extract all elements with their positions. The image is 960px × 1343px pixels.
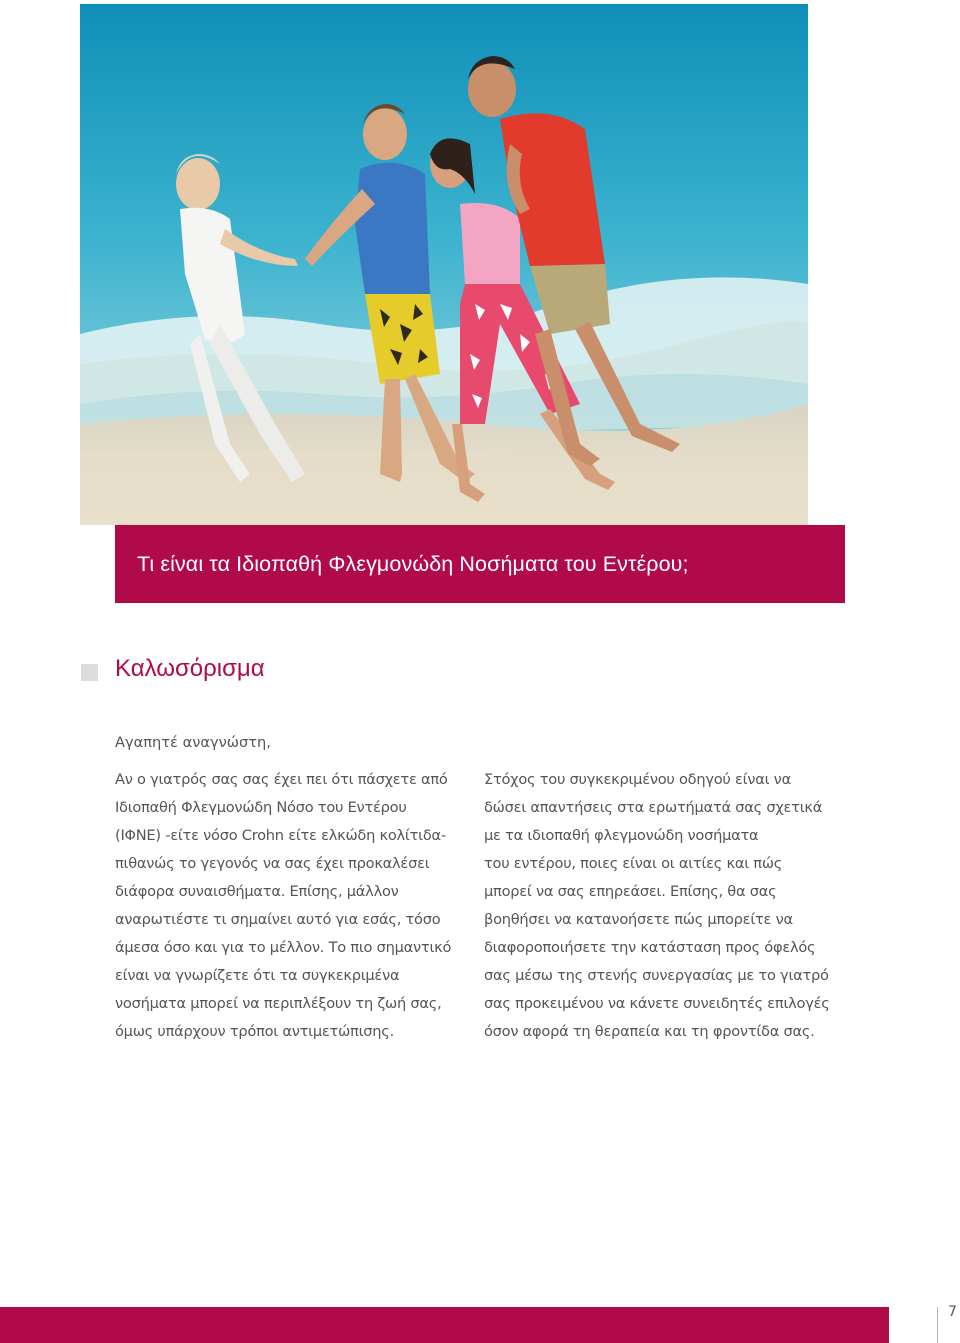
body-line: δώσει απαντήσεις στα ερωτήματά σας σχετικά (484, 799, 823, 816)
body-line: αναρωτιέστε τι σημαίνει αυτό για εσάς, τόσο (115, 911, 441, 928)
page-number: 7 (948, 1304, 957, 1320)
body-line: είναι να γνωρίζετε ότι τα συγκεκριμένα (115, 967, 400, 984)
body-line: διάφορα συναισθήματα. Επίσης, μάλλον (115, 883, 399, 900)
beach-illustration (80, 4, 808, 525)
greeting-text: Αγαπητέ αναγνώστη, (115, 734, 271, 751)
body-line: νοσήματα μπορεί να περιπλέξουν τη ζωή σας, (115, 995, 442, 1012)
body-line: όμως υπάρχουν τρόποι αντιμετώπισης. (115, 1023, 394, 1040)
body-line: όσον αφορά τη θεραπεία και τη φροντίδα σας. (484, 1023, 815, 1040)
body-line: με τα ιδιοπαθή φλεγμονώδη νοσήματα (484, 827, 759, 844)
body-line: διαφοροποιήσετε την κατάσταση προς όφελός (484, 939, 816, 956)
body-line: βοηθήσει να κατανοήσετε πώς μπορείτε να (484, 911, 793, 928)
body-line: μπορεί να σας επηρεάσει. Επίσης, θα σας (484, 883, 777, 900)
footer-divider (937, 1307, 938, 1343)
body-column-left (115, 766, 475, 1046)
body-line: (ΙΦΝΕ) -είτε νόσο Crohn είτε ελκώδη κολίτιδα- (115, 827, 446, 844)
body-line: άμεσα όσο και για το μέλλον. Το πιο σημαντικό (115, 939, 452, 956)
footer-bar (0, 1307, 889, 1343)
beach-photo (80, 4, 808, 525)
body-line: του εντέρου, ποιες είναι οι αιτίες και πώς (484, 855, 783, 872)
body-line: σας προκειμένου να κάνετε συνειδητές επιλογές (484, 995, 830, 1012)
section-marker-square (81, 664, 98, 681)
page-title: Τι είναι τα Ιδιοπαθή Φλεγμονώδη Νοσήματα του Εντέρου; (137, 551, 689, 576)
body-line: Ιδιοπαθή Φλεγμονώδη Νόσο του Εντέρου (115, 799, 407, 816)
body-column-right (484, 766, 844, 1046)
section-heading: Καλωσόρισμα (115, 655, 265, 682)
title-banner (115, 525, 845, 603)
body-line: Στόχος του συγκεκριμένου οδηγού είναι να (484, 771, 791, 788)
body-line: σας μέσω της στενής συνεργασίας με το γιατρό (484, 967, 829, 984)
body-line: πιθανώς το γεγονός να σας έχει προκαλέσει (115, 855, 430, 872)
body-line: Αν ο γιατρός σας σας έχει πει ότι πάσχετε από (115, 771, 448, 788)
